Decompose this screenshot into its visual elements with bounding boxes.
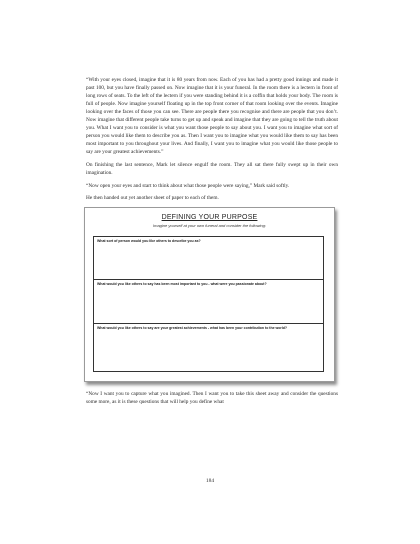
worksheet-question: What would you like others to say are your greatest achievements - what has been your contribution to the world? (97, 325, 288, 330)
body-paragraph: “Now open your eyes and start to think about what those people were saying,” Mark said softly. (86, 182, 290, 189)
worksheet-title: DEFINING YOUR PURPOSE (161, 213, 258, 221)
body-paragraph: “Now I want you to capture what you imagined. Then I want you to take this sheet away and consider the questions some more, as it is these questions that will help you define what (86, 390, 338, 405)
worksheet-question: What would you like others to say has been most important to you - what were you passionate about? (97, 281, 267, 286)
body-paragraph: “With your eyes closed, imagine that it is 80 years from now. Each of you has had a pretty good innings and made it past 100, but you have finally passed on. Now imagine that it is your funeral. In the room there is a lectern in front of long rows of seats. To the left of the lectern if you were standing behind it is a coffin that holds your body. The room is full of people. Now imagine yourself floating up in the top front corner of that room looking over the events. Imagine looking over the faces of those you can see. There are people there you recognise and there are people that you don’t. Now imagine that different people take turns to get up and speak and imagine that they are going to tell the truth about you. What I want you to consider is what you want those people to say about you. I want you to imagine what sort of person you would like them to describe you as. Then I want you to imagine what you would like them to say has been most important to you throughout your lives. And finally, I want you to imagine what you would like those people to say are your greatest achievements.” (86, 77, 338, 156)
purpose-worksheet (84, 207, 335, 382)
worksheet-question-box (93, 236, 324, 280)
worksheet-question-box (93, 324, 324, 372)
body-paragraph: He then handed out yet another sheet of paper to each of them. (86, 195, 219, 202)
worksheet-question: What sort of person would you like others to describe you as? (97, 238, 201, 243)
worksheet-question-box (93, 280, 324, 324)
body-paragraph: On finishing the last sentence, Mark let silence engulf the room. They all sat there fully swept up in their own imagination. (86, 161, 338, 177)
page-number: 184 (205, 478, 215, 484)
worksheet-subtitle: Imagine yourself at your own funeral and consider the following: (153, 222, 266, 228)
book-page (86, 76, 338, 410)
